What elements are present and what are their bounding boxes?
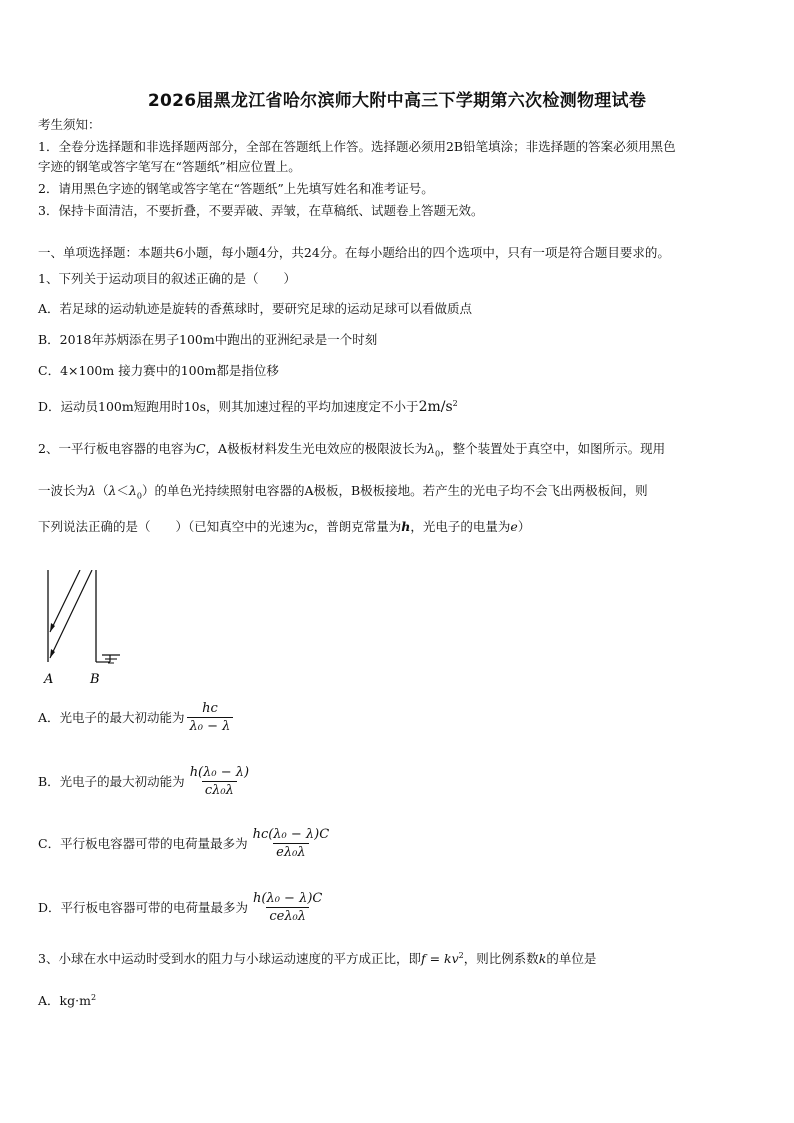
q2-option-d-fraction <box>250 890 325 925</box>
q2-option-a-text: A．光电子的最大初动能为 <box>38 709 185 725</box>
q1-option-d-math: 2m/s <box>418 399 453 415</box>
q2-text: 一波长为 <box>38 483 89 498</box>
q1-option-b: B．2018年苏炳添在男子100m中跑出的亚洲纪录是一个时刻 <box>38 332 378 347</box>
q2-sub-0: 0 <box>435 449 441 459</box>
q3-option-a <box>38 992 758 1010</box>
fraction-denominator: eλ₀λ <box>273 843 308 861</box>
q1-option-c <box>38 362 758 380</box>
q2-var-C: C <box>195 441 206 456</box>
notice-item-1-cont: 字迹的钢笔或答字笔写在“答题纸”相应位置上。 <box>38 159 301 174</box>
q2-option-b-text: B．光电子的最大初动能为 <box>38 773 185 789</box>
q2-option-c <box>38 826 758 861</box>
q1-option-d-text: D．运动员100m短跑用时10s，则其加速过程的平均加速度定不小于 <box>38 399 419 414</box>
q2-text: 下列说法正确的是（ ）（已知真空中的光速为 <box>38 519 307 534</box>
light-ray-1 <box>50 570 80 632</box>
q2-var-h: h <box>401 519 411 534</box>
notice-item-2: 2．请用黑色字迹的钢笔或答字笔在“答题纸”上先填写姓名和准考证号。 <box>38 181 434 196</box>
q3-option-a-exp: 2 <box>90 992 97 1002</box>
q1-option-c-text: 接力赛中的100m都是指位移 <box>114 363 279 378</box>
q2-option-d-text: D．平行板电容器可带的电荷量最多为 <box>38 899 249 915</box>
q3-var-k: k <box>538 951 547 966</box>
fraction-denominator: λ₀ − λ <box>187 717 234 735</box>
q1-option-c-label: C． <box>38 363 61 378</box>
q2-var-c: c <box>306 519 314 534</box>
q2-var-lambda: λ <box>427 441 436 456</box>
q2-option-a-fraction <box>187 700 234 735</box>
q3-stem <box>38 950 758 968</box>
label-b: B <box>90 672 100 687</box>
page-title: 2026届黑龙江省哈尔滨师大附中高三下学期第六次检测物理试卷 <box>147 91 647 111</box>
q2-option-b <box>38 764 758 799</box>
notice-item-1: 1．全卷分选择题和非选择题两部分，全部在答题纸上作答。选择题必须用2B铅笔填涂；非选择题的答案必须用黑色 <box>38 139 676 154</box>
q3-text: ，则比例系数 <box>463 951 539 966</box>
q2-var-lambda: λ <box>108 483 117 498</box>
q1-stem: 1、下列关于运动项目的叙述正确的是（ ） <box>38 271 296 286</box>
q3-formula-exp: 2 <box>458 950 464 960</box>
q2-var-lambda: λ <box>128 483 137 498</box>
fraction-numerator: hc(λ₀ − λ)C <box>252 827 330 842</box>
q2-text: ，整个装置处于真空中，如图所示。现用 <box>440 441 666 456</box>
q1-option-d-exp: 2 <box>452 398 458 408</box>
q3-formula: f = kv <box>420 951 459 966</box>
q2-stem-line-1 <box>38 440 758 458</box>
q2-option-b-fraction <box>187 764 252 799</box>
q2-less-than: ＜ <box>116 483 129 498</box>
q2-text: ）的单色光持续照射电容器的A极板，B极板接地。若产生的光电子均不会飞出两极板间，则 <box>141 483 648 498</box>
q2-option-a <box>38 700 758 735</box>
fraction-numerator: hc <box>202 701 218 716</box>
fraction-denominator: ceλ₀λ <box>266 907 309 925</box>
q1-option-d <box>38 398 758 416</box>
notice-heading: 考生须知： <box>38 117 101 132</box>
q2-stem-line-3 <box>38 518 758 536</box>
fraction-numerator: h(λ₀ − λ)C <box>253 891 323 906</box>
q1-option-a: A．若足球的运动轨迹是旋转的香蕉球时，要研究足球的运动足球可以看做质点 <box>38 301 473 316</box>
q2-stem-line-2 <box>38 482 758 500</box>
light-ray-2 <box>50 570 92 658</box>
q2-sub-0: 0 <box>136 491 142 501</box>
q3-option-a-unit: kg·m <box>59 993 91 1008</box>
q2-var-lambda: λ <box>88 483 96 498</box>
q2-var-e: e <box>510 519 518 534</box>
notice-item-3: 3．保持卡面清洁，不要折叠，不要弄破、弄皱，在草稿纸、试题卷上答题无效。 <box>38 203 484 218</box>
q2-option-d <box>38 890 758 925</box>
q2-text: ，A极板材料发生光电效应的极限波长为 <box>205 441 428 456</box>
q2-option-c-text: C．平行板电容器可带的电荷量最多为 <box>38 835 248 851</box>
q1-option-c-math: 4×100m <box>60 363 115 378</box>
capacitor-figure <box>30 570 140 695</box>
q3-option-a-label: A． <box>38 993 60 1008</box>
q2-text: 2、一平行板电容器的电容为 <box>38 441 196 456</box>
label-a: A <box>44 672 54 687</box>
fraction-denominator: cλ₀λ <box>202 781 237 799</box>
q2-text: ，光电子的电量为 <box>410 519 511 534</box>
q2-text: ） <box>517 519 531 534</box>
q3-text: 3、小球在水中运动时受到水的阻力与小球运动速度的平方成正比，即 <box>38 951 421 966</box>
q2-text: （ <box>95 483 109 498</box>
section-heading: 一、单项选择题：本题共6小题，每小题4分，共24分。在每小题给出的四个选项中，只有一项是符合题目要求的。 <box>38 245 670 260</box>
q2-option-c-fraction <box>250 826 333 861</box>
q3-text: 的单位是 <box>546 951 597 966</box>
fraction-numerator: h(λ₀ − λ) <box>189 765 250 780</box>
q2-text: ，普朗克常量为 <box>313 519 402 534</box>
